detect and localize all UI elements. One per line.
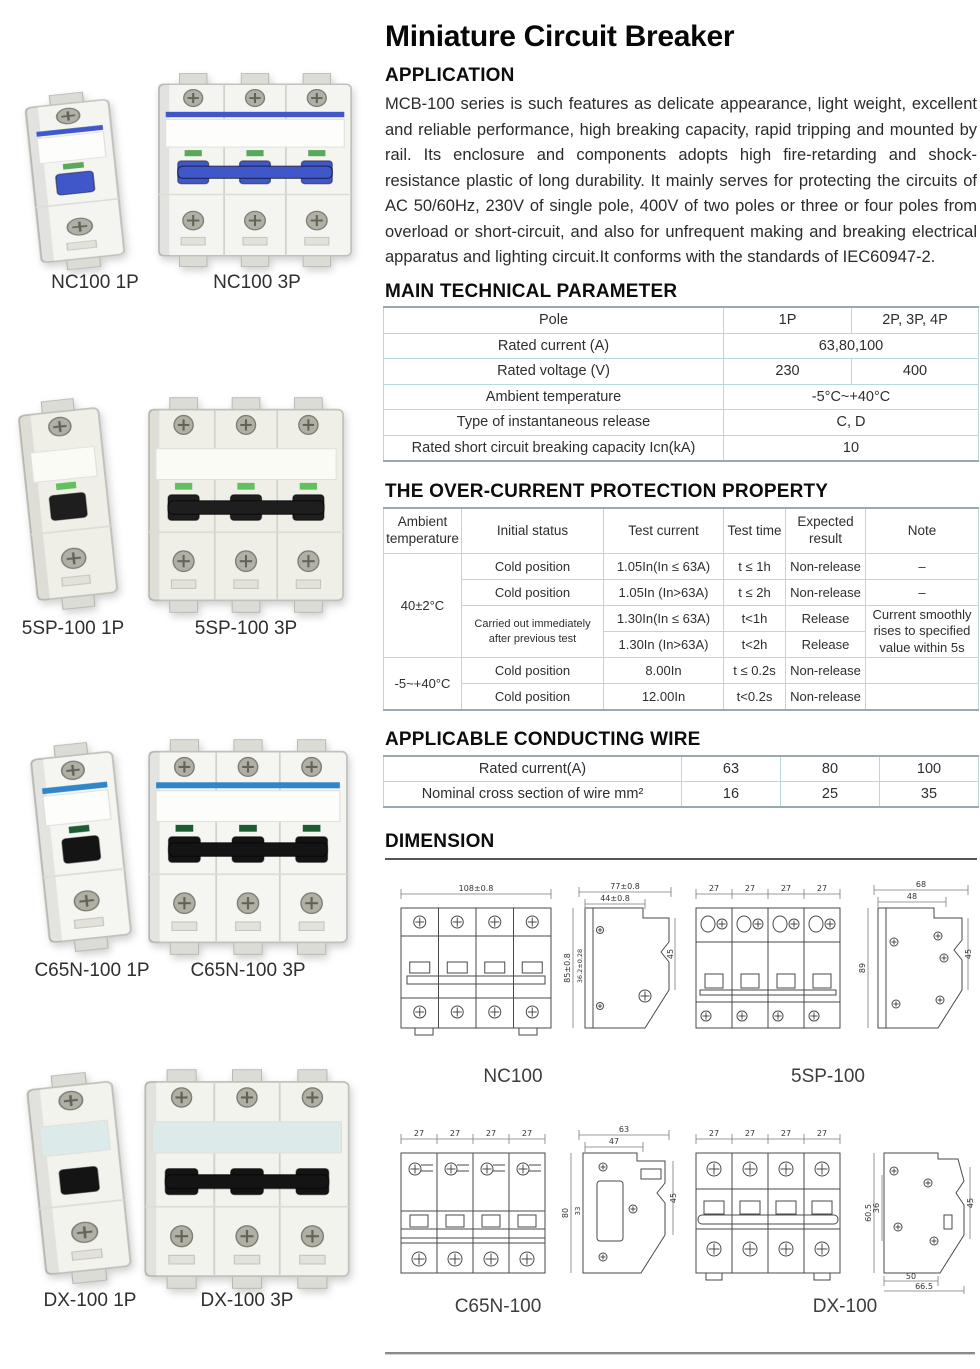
svg-text:80: 80	[561, 1207, 570, 1219]
cell: Cold position	[462, 580, 604, 606]
cell: 400	[852, 359, 979, 385]
cell-line: after previous test	[488, 632, 577, 645]
header-cell: Note	[866, 508, 979, 554]
svg-text:27: 27	[708, 884, 720, 893]
dimension-drawing-dx100	[688, 1123, 975, 1295]
cell: Current smoothly rises to specified value within 5s	[866, 606, 979, 658]
svg-text:33: 33	[574, 1206, 582, 1216]
main-parameter-table	[383, 306, 979, 462]
cell: 80	[781, 756, 880, 782]
over-current-table	[383, 507, 979, 711]
cell: 35	[880, 782, 979, 808]
cell: Rated voltage (V)	[384, 359, 724, 385]
product-photo-5sp-3p	[142, 396, 350, 614]
svg-text:45: 45	[669, 1192, 678, 1204]
svg-text:50: 50	[905, 1272, 917, 1281]
application-text: MCB-100 series is such features as delicate appearance, light weight, excellent and reliable performance, high breaking capacity, rapid tripping and mounted by rail. Its enclosure and components adopts high fire-retarding and shock-resistance plastic of long durability. It mainly serves for protecting the circuits of AC 50/60Hz, 230V of single pole, 400V of two poles or three or four poles from overload or short-circuit, and also for unfrequent making and breaking electrical apparatus and lighting circuit.It conforms with the standards of IEC60947-2.	[385, 95, 977, 267]
cell-line: Carried out immediately	[474, 618, 591, 631]
product-label: NC100 3P	[213, 272, 301, 293]
dimension-drawing-5sp100	[688, 878, 975, 1050]
dimension-label-c65n100: C65N-100	[454, 1296, 542, 1317]
svg-text:47: 47	[608, 1137, 620, 1146]
cell: Non-release	[786, 684, 866, 711]
svg-text:27: 27	[413, 1129, 425, 1138]
header-cell: Initial status	[462, 508, 604, 554]
svg-text:36.2±0.28: 36.2±0.28	[576, 948, 584, 984]
over-current-heading: THE OVER-CURRENT PROTECTION PROPERTY	[385, 481, 829, 502]
cell: Rated short circuit breaking capacity Icn(kA)	[384, 435, 724, 461]
product-label: 5SP-100 3P	[194, 618, 298, 639]
svg-text:27: 27	[744, 1129, 756, 1138]
cell: Release	[786, 632, 866, 658]
svg-text:27: 27	[816, 884, 828, 893]
svg-text:27: 27	[708, 1129, 720, 1138]
svg-text:77±0.8: 77±0.8	[610, 882, 640, 891]
svg-text:44±0.8: 44±0.8	[600, 894, 630, 903]
cell: Cold position	[462, 554, 604, 580]
cell: -5°C~+40°C	[724, 384, 979, 410]
cell: 16	[682, 782, 781, 808]
svg-text:48: 48	[906, 892, 918, 901]
cell: 12.00In	[604, 684, 724, 711]
cell: –	[866, 580, 979, 606]
cell: t ≤ 2h	[724, 580, 786, 606]
product-photo-5sp-1p	[9, 394, 127, 615]
cell: Pole	[384, 307, 724, 333]
cell: 1.30In (In>63A)	[604, 632, 724, 658]
cell: 8.00In	[604, 658, 724, 684]
cell: 230	[724, 359, 852, 385]
cell: 63,80,100	[724, 333, 979, 359]
svg-text:27: 27	[521, 1129, 533, 1138]
header-cell: Expected result	[786, 508, 866, 554]
cell	[866, 684, 979, 711]
product-label: 5SP-100 1P	[21, 618, 125, 639]
cell: t ≤ 1h	[724, 554, 786, 580]
product-label: C65N-100 1P	[34, 960, 150, 981]
cell: C, D	[724, 410, 979, 436]
product-photo-dx-1p	[17, 1067, 141, 1289]
cell: 2P, 3P, 4P	[852, 307, 979, 333]
cell: t ≤ 0.2s	[724, 658, 786, 684]
product-label: DX-100 3P	[200, 1290, 294, 1311]
cell: -5~+40°C	[384, 658, 462, 711]
svg-text:85±0.8: 85±0.8	[563, 953, 572, 983]
cell: t<2h	[724, 632, 786, 658]
product-label: NC100 1P	[51, 272, 139, 293]
product-photo-c65n-3p	[142, 738, 354, 956]
product-label: DX-100 1P	[43, 1290, 137, 1311]
product-photo-c65n-1p	[21, 737, 140, 956]
cell: 100	[880, 756, 979, 782]
cell	[866, 658, 979, 684]
cell: Release	[786, 606, 866, 632]
cell: –	[866, 554, 979, 580]
header-cell: Test current	[604, 508, 724, 554]
application-heading: APPLICATION	[385, 65, 515, 86]
product-photo-nc100-3p	[152, 72, 358, 268]
svg-text:68: 68	[915, 880, 927, 889]
main-parameter-heading: MAIN TECHNICAL PARAMETER	[385, 281, 678, 302]
cell: Type of instantaneous release	[384, 410, 724, 436]
svg-text:36: 36	[872, 1202, 881, 1214]
cell: 10	[724, 435, 979, 461]
cell: t<1h	[724, 606, 786, 632]
wire-heading: APPLICABLE CONDUCTING WIRE	[385, 729, 701, 750]
product-photo-nc100-1p	[16, 87, 134, 274]
wire-table	[383, 755, 979, 808]
dimension-rule	[385, 858, 977, 860]
product-label: C65N-100 3P	[190, 960, 306, 981]
dimension-label-dx100: DX-100	[812, 1296, 878, 1317]
svg-text:27: 27	[816, 1129, 828, 1138]
svg-text:27: 27	[485, 1129, 497, 1138]
svg-text:108±0.8: 108±0.8	[458, 884, 494, 893]
dimension-drawing-nc100	[393, 878, 678, 1050]
bottom-rule	[385, 1352, 975, 1355]
svg-text:60.5: 60.5	[864, 1204, 873, 1222]
cell	[462, 606, 604, 658]
cell: Rated current(A)	[384, 756, 682, 782]
svg-text:89: 89	[858, 962, 867, 974]
cell: Cold position	[462, 658, 604, 684]
svg-text:66.5: 66.5	[915, 1282, 933, 1291]
cell: 40±2°C	[384, 554, 462, 658]
cell: Non-release	[786, 580, 866, 606]
cell: Non-release	[786, 554, 866, 580]
dimension-drawing-c65n100	[393, 1123, 678, 1295]
dimension-label-nc100: NC100	[483, 1066, 543, 1087]
dimension-label-5sp100: 5SP-100	[791, 1066, 865, 1087]
cell: Nominal cross section of wire mm²	[384, 782, 682, 808]
svg-text:27: 27	[780, 1129, 792, 1138]
svg-text:45: 45	[966, 1197, 975, 1209]
cell: 25	[781, 782, 880, 808]
header-cell: Ambient temperature	[384, 508, 462, 554]
cell: Non-release	[786, 658, 866, 684]
svg-text:27: 27	[780, 884, 792, 893]
svg-text:63: 63	[618, 1125, 630, 1134]
cell: t<0.2s	[724, 684, 786, 711]
cell: 1.05In (In>63A)	[604, 580, 724, 606]
svg-text:45: 45	[666, 948, 675, 960]
cell: 1P	[724, 307, 852, 333]
svg-text:27: 27	[744, 884, 756, 893]
cell: 1.05In(In ≤ 63A)	[604, 554, 724, 580]
cell: Ambient temperature	[384, 384, 724, 410]
header-cell: Test time	[724, 508, 786, 554]
svg-text:45: 45	[964, 948, 973, 960]
product-photo-dx-3p	[138, 1068, 356, 1290]
page-title: Miniature Circuit Breaker	[385, 20, 735, 53]
cell: 63	[682, 756, 781, 782]
cell: Rated current (A)	[384, 333, 724, 359]
cell: 1.30In(In ≤ 63A)	[604, 606, 724, 632]
svg-text:27: 27	[449, 1129, 461, 1138]
dimension-heading: DIMENSION	[385, 831, 495, 852]
cell: Cold position	[462, 684, 604, 711]
